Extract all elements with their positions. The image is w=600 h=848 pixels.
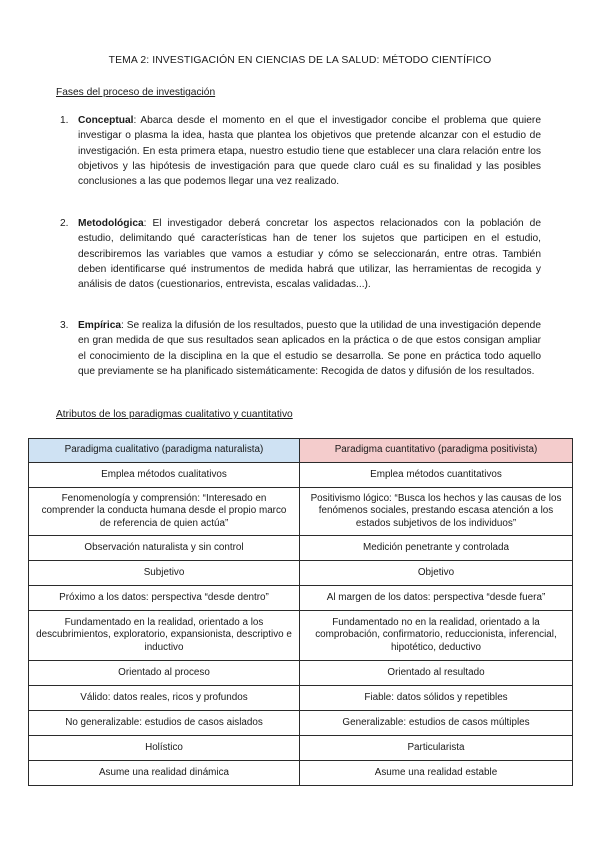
phase-item-metodologica [60,216,541,292]
header-qualitative: Paradigma cualitativo (paradigma naturalista) [29,439,300,463]
table-row [29,661,573,686]
table-header-row [29,439,573,463]
phase-text: : Se realiza la difusión de los resultados, puesto que la utilidad de una investigación depende en gran medida de que sus resultados sean aplicados en la práctica o de que estos consigan ampliar el conocimiento de la disciplina en la que el estudio se desarrolla. Se pone en práctica todo aquello que previamente se ha planificado sistemáticamente: Recogida de datos y difusión de los resultados. [78,320,541,377]
table-cell-right: Generalizable: estudios de casos múltiples [300,711,573,736]
table-cell-right: Fundamentado no en la realidad, orientado a la comprobación, confirmatorio, reduccionista, inferencial, hipotético, deductivo [300,611,573,661]
header-quantitative: Paradigma cuantitativo (paradigma positivista) [300,439,573,463]
table-cell-right: Orientado al resultado [300,661,573,686]
phase-number: 1. [60,115,69,126]
table-row [29,611,573,661]
table-cell-left: Asume una realidad dinámica [29,761,300,786]
attributes-heading: Atributos de los paradigmas cualitativo y cuantitativo [56,409,293,420]
phase-number: 2. [60,218,69,229]
table-cell-left: Orientado al proceso [29,661,300,686]
phase-item-conceptual [60,113,541,189]
phase-term: Conceptual [78,115,134,126]
table-row [29,736,573,761]
paradigms-table [28,438,573,786]
table-cell-right: Medición penetrante y controlada [300,536,573,561]
table-row [29,586,573,611]
table-row [29,761,573,786]
table-cell-left: Observación naturalista y sin control [29,536,300,561]
phase-number: 3. [60,320,69,331]
table-cell-right: Al margen de los datos: perspectiva “desde fuera” [300,586,573,611]
table-cell-right: Emplea métodos cuantitativos [300,463,573,488]
table-cell-left: Holístico [29,736,300,761]
table-cell-left: Emplea métodos cualitativos [29,463,300,488]
table-cell-right: Fiable: datos sólidos y repetibles [300,686,573,711]
table-row [29,536,573,561]
phase-term: Metodológica [78,218,144,229]
table-cell-left: Fenomenología y comprensión: “Interesado en comprender la conducta humana desde el propio marco de referencia de quien actúa” [29,488,300,536]
table-row [29,561,573,586]
phase-text: : El investigador deberá concretar los aspectos relacionados con la población de estudio, delimitando qué características han de tener los sujetos que participen en el estudio, describiremos las variables que vamos a estudiar y cómo se seleccionarán, entre otras. También deben identificarse qué instrumentos de medida habrá que utilizar, las herramientas de recogida y análisis de datos (cuestionarios, entrevista, escalas validadas...). [78,218,541,291]
table-row [29,488,573,536]
phase-text: : Abarca desde el momento en el que el investigador concibe el problema que quiere investigar o plasma la idea, hasta que plantea los objetivos que pretende alcanzar con el estudio de investigación. En esta primera etapa, nuestro estudio tiene que establecer una clara relación entre los objetivos y las hipótesis de investigación para que quede claro cuál es su finalidad y las posibles conclusiones a las que podemos llegar una vez realizado. [78,115,541,188]
table-row [29,686,573,711]
table-cell-right: Positivismo lógico: “Busca los hechos y las causas de los fenómenos sociales, prestando escasa atención a los estados subjetivos de los individuos” [300,488,573,536]
table-row [29,711,573,736]
table-cell-left: Subjetivo [29,561,300,586]
phase-term: Empírica [78,320,122,331]
table-cell-left: Fundamentado en la realidad, orientado a los descubrimientos, exploratorio, expansionista, descriptivo e inductivo [29,611,300,661]
phases-heading: Fases del proceso de investigación [56,87,216,98]
table-cell-left: Próximo a los datos: perspectiva “desde dentro” [29,586,300,611]
table-row [29,463,573,488]
table-cell-left: No generalizable: estudios de casos aislados [29,711,300,736]
table-cell-right: Particularista [300,736,573,761]
table-cell-right: Objetivo [300,561,573,586]
table-cell-right: Asume una realidad estable [300,761,573,786]
phase-item-empirica [60,318,541,379]
table-cell-left: Válido: datos reales, ricos y profundos [29,686,300,711]
page-title: TEMA 2: INVESTIGACIÓN EN CIENCIAS DE LA SALUD: MÉTODO CIENTÍFICO [108,55,492,66]
